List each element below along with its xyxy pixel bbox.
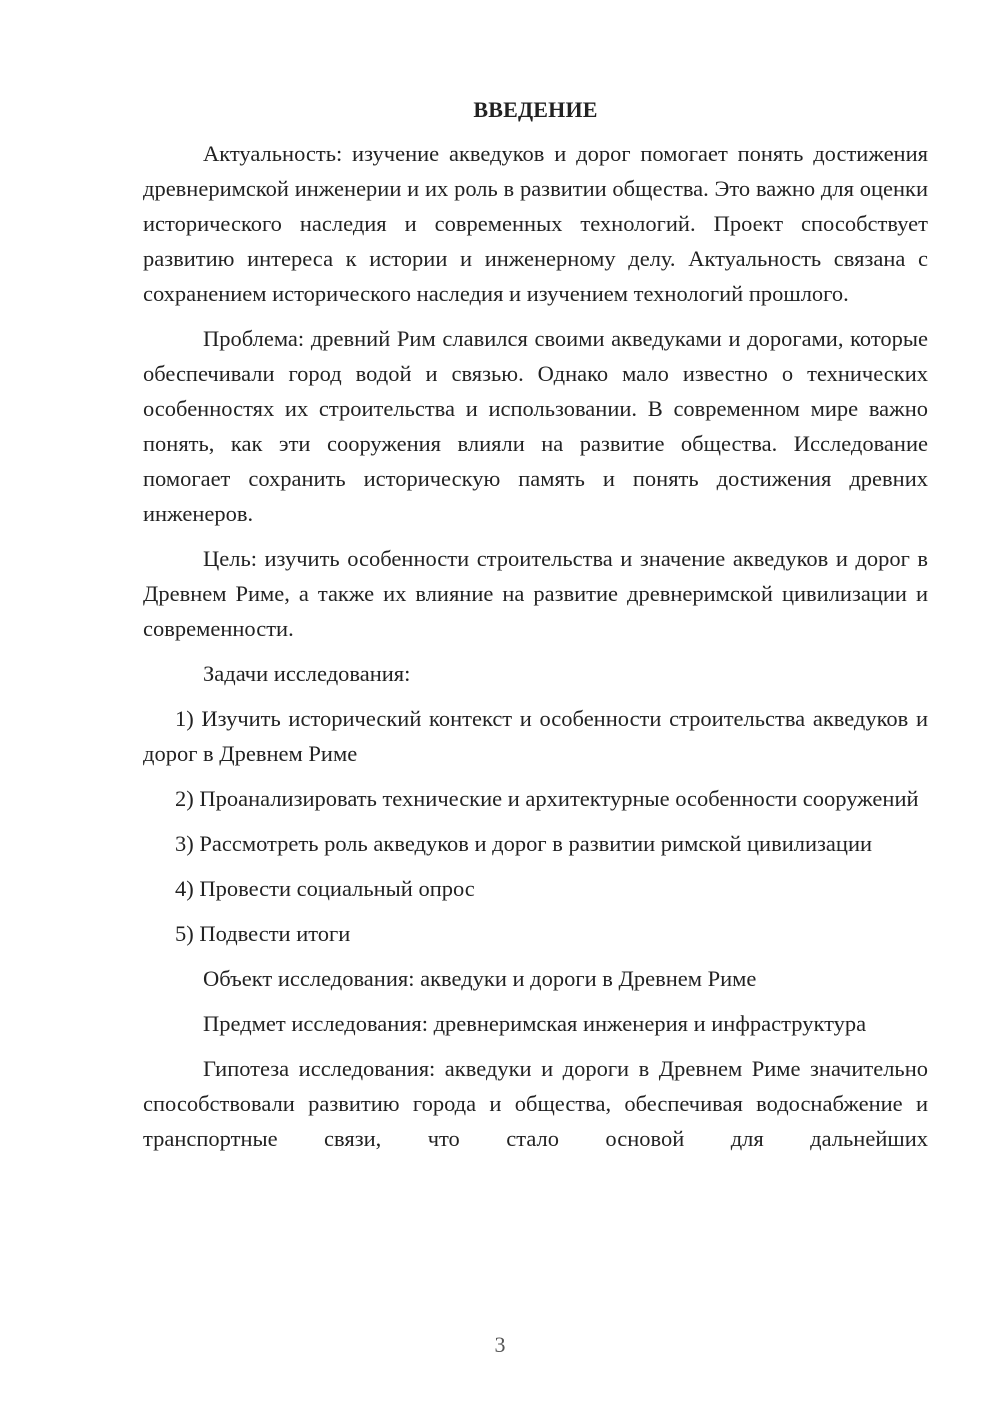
relevance-paragraph: Актуальность: изучение акведуков и дорог помогает понять достижения древнеримской инженерии и их роль в развитии общества. Это важно для оценки исторического наследия и современных технологий. Проект способствует развитию интереса к истории и инженерному делу. Актуальность связана с сохранением исторического наследия и изучением технологий прошлого. bbox=[143, 141, 928, 306]
page-title: ВВЕДЕНИЕ bbox=[473, 97, 598, 122]
subject-paragraph: Предмет исследования: древнеримская инженерия и инфраструктура bbox=[203, 1011, 867, 1036]
problem-paragraph: Проблема: древний Рим славился своими акведуками и дорогами, которые обеспечивали город водой и связью. Однако мало известно о технических особенностях их строительства и использовании. В современном мире важно понять, как эти сооружения влияли на развитие общества. Исследование помогает сохранить историческую память и понять достижения древних инженеров. bbox=[143, 326, 928, 526]
task-item-1: 1) Изучить исторический контекст и особенности строительства акведуков и дорог в Древнем Риме bbox=[143, 706, 928, 766]
document-page bbox=[143, 94, 928, 1166]
page-number: 3 bbox=[494, 1332, 506, 1357]
task-item-2: 2) Проанализировать технические и архитектурные особенности сооружений bbox=[175, 786, 919, 811]
task-item-4: 4) Провести социальный опрос bbox=[175, 876, 475, 901]
task-item-5: 5) Подвести итоги bbox=[175, 921, 351, 946]
tasks-heading: Задачи исследования: bbox=[203, 661, 411, 686]
hypothesis-paragraph: Гипотеза исследования: акведуки и дороги в Древнем Риме значительно способствовали развитию города и общества, обеспечивая водоснабжение и транспортные связи, что стало основой для дальнейших bbox=[143, 1056, 928, 1151]
task-item-3: 3) Рассмотреть роль акведуков и дорог в развитии римской цивилизации bbox=[175, 831, 873, 856]
object-paragraph: Объект исследования: акведуки и дороги в Древнем Риме bbox=[203, 966, 757, 991]
goal-paragraph: Цель: изучить особенности строительства и значение акведуков и дорог в Древнем Риме, а также их влияние на развитие древнеримской цивилизации и современности. bbox=[143, 546, 928, 641]
